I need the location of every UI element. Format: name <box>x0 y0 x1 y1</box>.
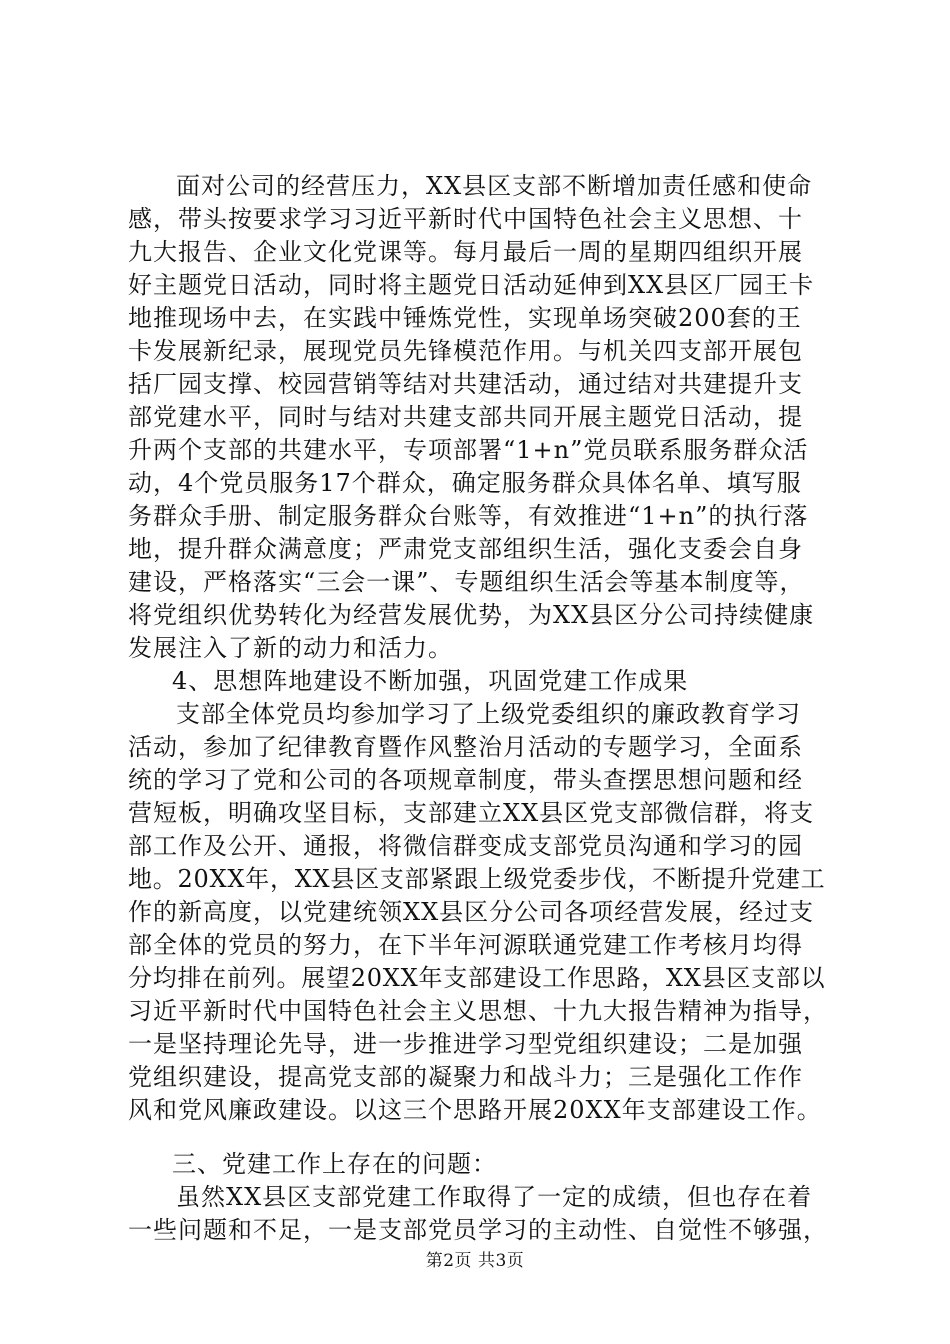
text-line: 支部全体党员均参加学习了上级党委组织的廉政教育学习 <box>176 700 801 728</box>
text-line: 部党建水平，同时与结对共建支部共同开展主题党日活动，提 <box>128 403 803 431</box>
paragraph-work-practice <box>128 170 828 665</box>
text-line: 发展注入了新的动力和活力。 <box>128 634 453 662</box>
text-line: 将党组织优势转化为经营发展优势，为XX县区分公司持续健康 <box>128 601 815 629</box>
section-heading-3 <box>128 1148 828 1181</box>
text-line: 党组织建设，提高党支部的凝聚力和战斗力；三是强化工作作 <box>128 1063 803 1091</box>
text-line: 好主题党日活动，同时将主题党日活动延伸到XX县区厂园王卡 <box>128 271 815 299</box>
text-line: 活动，参加了纪律教育暨作风整治月活动的专题学习，全面系 <box>128 733 803 761</box>
text-line: 卡发展新纪录，展现党员先锋模范作用。与机关四支部开展包 <box>128 337 803 365</box>
text-line: 地推现场中去，在实践中锤炼党性，实现单场突破200套的王 <box>128 304 802 332</box>
text-line: 九大报告、企业文化党课等。每月最后一周的星期四组织开展 <box>128 238 803 266</box>
text-line: 习近平新时代中国特色社会主义思想、十九大报告精神为指导， <box>128 997 828 1025</box>
text-line: 营短板，明确攻坚目标，支部建立XX县区党支部微信群，将支 <box>128 799 815 827</box>
text-line: 动，4个党员服务17个群众，确定服务群众具体名单、填写服 <box>128 469 802 497</box>
text-line: 虽然XX县区支部党建工作取得了一定的成绩，但也存在着 <box>176 1183 813 1211</box>
text-line: 作的新高度，以党建统领XX县区分公司各项经营发展，经过支 <box>128 898 815 926</box>
heading-text: 4、思想阵地建设不断加强，巩固党建工作成果 <box>172 667 689 695</box>
text-line: 分均排在前列。展望20XX年支部建设工作思路，XX县区支部以 <box>128 964 826 992</box>
text-line: 地。20XX年，XX县区支部紧跟上级党委步伐，不断提升党建工 <box>128 865 826 893</box>
page-footer <box>0 1246 950 1271</box>
text-line: 统的学习了党和公司的各项规章制度，带头查摆思想问题和经 <box>128 766 803 794</box>
text-line: 地，提升群众满意度；严肃党支部组织生活，强化支委会自身 <box>128 535 803 563</box>
text-line: 部工作及公开、通报，将微信群变成支部党员沟通和学习的园 <box>128 832 803 860</box>
document-body <box>128 170 828 1247</box>
paragraph-spacer <box>128 1127 828 1148</box>
text-line: 部全体的党员的努力，在下半年河源联通党建工作考核月均得 <box>128 931 803 959</box>
text-line: 升两个支部的共建水平，专项部署“1+n”党员联系服务群众活 <box>128 436 809 464</box>
text-line: 务群众手册、制定服务群众台账等，有效推进“1+n”的执行落 <box>128 502 809 530</box>
paragraph-ideology-building <box>128 698 828 1127</box>
text-line: 一些问题和不足，一是支部党员学习的主动性、自觉性不够强， <box>128 1216 828 1244</box>
heading-text: 三、党建工作上存在的问题： <box>172 1150 497 1178</box>
text-line: 感，带头按要求学习习近平新时代中国特色社会主义思想、十 <box>128 205 803 233</box>
page-number: 第2页 共3页 <box>425 1251 525 1271</box>
text-line: 建设，严格落实“三会一课”、专题组织生活会等基本制度等， <box>128 568 805 596</box>
section-heading-4 <box>128 665 828 698</box>
text-line: 面对公司的经营压力，XX县区支部不断增加责任感和使命 <box>176 172 813 200</box>
text-line: 一是坚持理论先导，进一步推进学习型党组织建设；二是加强 <box>128 1030 803 1058</box>
text-line: 括厂园支撑、校园营销等结对共建活动，通过结对共建提升支 <box>128 370 803 398</box>
paragraph-problems <box>128 1181 828 1247</box>
text-line: 风和党风廉政建设。以这三个思路开展20XX年支部建设工作。 <box>128 1096 822 1124</box>
